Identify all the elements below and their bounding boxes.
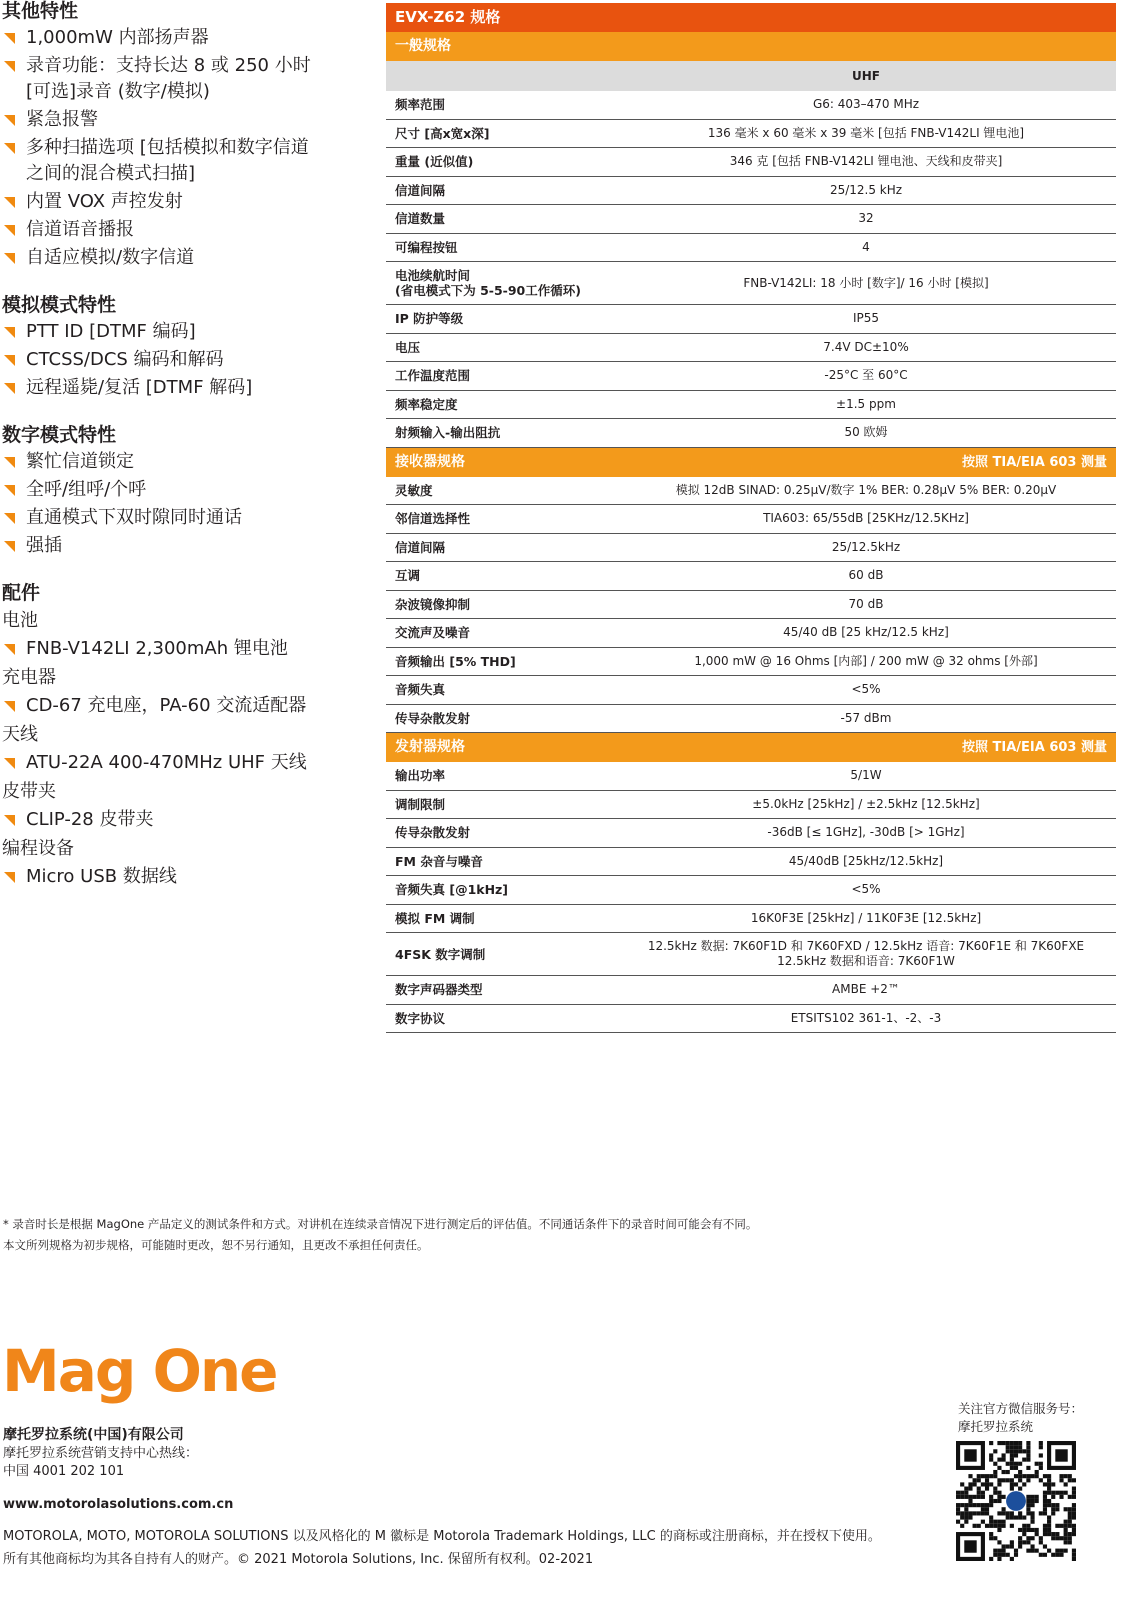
feature-item	[2, 106, 362, 134]
bullet-triangle-icon	[4, 457, 15, 468]
bullet-triangle-icon	[4, 143, 15, 154]
spec-value: 25/12.5 kHz	[829, 182, 903, 197]
spec-row	[386, 876, 1116, 905]
band-title: 接收器规格	[395, 453, 465, 470]
bullet-triangle-icon	[4, 225, 15, 236]
spec-row	[386, 705, 1116, 734]
transmitter-spec-band	[386, 733, 1116, 762]
qr-caption-line: 摩托罗拉系统	[958, 1419, 1034, 1434]
feature-text: 全呼/组呼/个呼	[26, 479, 147, 500]
company-info	[3, 1425, 198, 1481]
spec-value: 12.5kHz 数据: 7K60F1D 和 7K60FXD / 12.5kHz 语音: 7K60F1E 和 7K60FXE 12.5kHz 数据和语音: 7K60F1W	[647, 939, 1085, 968]
bullet-triangle-icon	[4, 815, 15, 826]
bullet-triangle-icon	[4, 61, 15, 72]
bullet-triangle-icon	[4, 541, 15, 552]
bullet-triangle-icon	[4, 644, 15, 655]
spec-value: -57 dBm	[840, 710, 892, 725]
feature-text: 强插	[26, 535, 62, 556]
spec-value: 60 dB	[848, 568, 884, 583]
company-name: 摩托罗拉系统(中国)有限公司	[3, 1427, 184, 1443]
spec-label: 数字协议	[395, 1010, 446, 1026]
spec-row	[386, 619, 1116, 648]
accessory-list	[2, 863, 362, 891]
bullet-triangle-icon	[4, 355, 15, 366]
feature-text: ATU-22A 400-470MHz UHF 天线	[26, 752, 307, 773]
bullet-triangle-icon	[4, 513, 15, 524]
spec-label: FM 杂音与噪音	[395, 853, 483, 869]
spec-value: ETSITS102 361-1、-2、-3	[790, 1010, 942, 1025]
feature-text: 录音功能：支持长达 8 或 250 小时 [可选]录音 (数字/模拟)	[26, 55, 311, 102]
spec-value: 5/1W	[850, 768, 882, 783]
spec-label: 射频输入-输出阻抗	[395, 425, 501, 441]
spec-value: FNB-V142LI: 18 小时 [数字]/ 16 小时 [模拟]	[743, 275, 989, 290]
spec-value: IP55	[852, 311, 880, 326]
spec-value: 346 克 [包括 FNB-V142LI 锂电池、天线和皮带夹]	[729, 154, 1003, 169]
spec-table	[386, 3, 1116, 1033]
spec-label: 灵敏度	[395, 482, 433, 498]
accessory-list	[2, 635, 362, 663]
uhf-column-header: UHF	[386, 61, 1116, 91]
spec-value: G6: 403–470 MHz	[812, 97, 920, 112]
spec-label: 模拟 FM 调制	[395, 910, 475, 926]
spec-label: 调制限制	[395, 796, 446, 812]
feature-item	[2, 635, 362, 663]
spec-label: 频率稳定度	[395, 396, 458, 412]
spec-value: 45/40 dB [25 kHz/12.5 kHz]	[783, 625, 949, 640]
feature-item	[2, 24, 362, 52]
spec-value: 70 dB	[848, 596, 884, 611]
spec-label: 工作温度范围	[395, 368, 471, 384]
digital-features-section	[2, 424, 362, 560]
features-column	[2, 0, 362, 913]
receiver-spec-rows	[386, 477, 1116, 734]
receiver-spec-band	[386, 448, 1116, 477]
spec-row	[386, 234, 1116, 263]
spec-row	[386, 562, 1116, 591]
spec-row	[386, 120, 1116, 149]
hotline-number: 中国 4001 202 101	[3, 1464, 125, 1479]
bullet-triangle-icon	[4, 758, 15, 769]
accessory-list	[2, 806, 362, 834]
spec-label: 电池续航时间 (省电模式下为 5-5-90工作循环)	[395, 268, 581, 298]
feature-text: CTCSS/DCS 编码和解码	[26, 349, 224, 370]
spec-value: AMBE +2™	[832, 982, 900, 997]
magone-logo: Mag One	[2, 1337, 277, 1405]
spec-label: 信道间隔	[395, 539, 446, 555]
spec-label: 信道间隔	[395, 182, 446, 198]
general-spec-rows	[386, 91, 1116, 448]
spec-row	[386, 848, 1116, 877]
spec-row	[386, 177, 1116, 206]
feature-item	[2, 216, 362, 244]
spec-label: 数字声码器类型	[395, 982, 483, 998]
band-note: 按照 TIA/EIA 603 测量	[961, 454, 1107, 470]
feature-text: 直通模式下双时隙同时通话	[26, 507, 242, 528]
spec-row	[386, 91, 1116, 120]
feature-text: 紧急报警	[26, 109, 98, 130]
feature-item	[2, 374, 362, 402]
other-features-section	[2, 0, 362, 272]
spec-row	[386, 419, 1116, 448]
spec-row	[386, 391, 1116, 420]
spec-header: EVX-Z62 规格	[386, 3, 1116, 32]
bullet-triangle-icon	[4, 197, 15, 208]
spec-label: 频率范围	[395, 97, 446, 113]
feature-item	[2, 749, 362, 777]
section-title: 其他特性	[2, 0, 79, 22]
spec-value: <5%	[851, 682, 881, 697]
spec-row	[386, 648, 1116, 677]
accessories-section	[2, 582, 362, 891]
spec-row	[386, 205, 1116, 234]
feature-item	[2, 692, 362, 720]
feature-text: 远程遥毙/复活 [DTMF 解码]	[26, 377, 253, 398]
accessory-list	[2, 692, 362, 720]
feature-item	[2, 244, 362, 272]
spec-row	[386, 676, 1116, 705]
bullet-triangle-icon	[4, 33, 15, 44]
spec-label: 音频输出 [5% THD]	[395, 653, 516, 669]
band-title: 一般规格	[395, 38, 451, 54]
spec-row	[386, 148, 1116, 177]
feature-text: Micro USB 数据线	[26, 866, 177, 887]
wechat-qr-code-icon	[956, 1441, 1076, 1561]
spec-label: 杂波镜像抑制	[395, 596, 471, 612]
spec-label: 传导杂散发射	[395, 710, 471, 726]
section-title: 配件	[2, 582, 41, 604]
feature-text: CD-67 充电座，PA-60 交流适配器	[26, 695, 307, 716]
feature-text: 自适应模拟/数字信道	[26, 247, 195, 268]
feature-list	[2, 24, 362, 272]
spec-label: 互调	[395, 568, 421, 584]
bullet-triangle-icon	[4, 253, 15, 264]
legal-line: MOTOROLA, MOTO, MOTOROLA SOLUTIONS 以及风格化的 M 徽标是 Motorola Trademark Holdings, LLC 的商标或注册商标，并在授权下使用。	[3, 1529, 881, 1544]
feature-item	[2, 134, 362, 188]
feature-item	[2, 448, 362, 476]
section-title: 数字模式特性	[2, 424, 117, 446]
spec-label: 电压	[395, 339, 421, 355]
spec-value: 25/12.5kHz	[831, 539, 901, 554]
spec-label: 音频失真	[395, 682, 446, 698]
feature-item	[2, 863, 362, 891]
feature-text: PTT ID [DTMF 编码]	[26, 321, 196, 342]
footnote: * 录音时长是根据 MagOne 产品定义的测试条件和方式。对讲机在连续录音情况下进行测定后的评估值。不同通话条件下的录音时间可能会有不同。	[3, 1217, 758, 1231]
spec-row	[386, 976, 1116, 1005]
website-link[interactable]: www.motorolasolutions.com.cn	[3, 1497, 234, 1512]
section-title: 模拟模式特性	[2, 294, 117, 316]
footnote: 本文所列规格为初步规格，可能随时更改，恕不另行通知，且更改不承担任何责任。	[3, 1238, 429, 1252]
spec-value: TIA603: 65/55dB [25KHz/12.5KHz]	[763, 511, 969, 526]
feature-item	[2, 532, 362, 560]
band-title: 发射器规格	[395, 739, 465, 755]
spec-label: 重量 (近似值)	[395, 154, 474, 170]
feature-text: FNB-V142LI 2,300mAh 锂电池	[26, 638, 288, 659]
feature-text: 繁忙信道锁定	[26, 451, 134, 472]
feature-text: 内置 VOX 声控发射	[26, 191, 183, 212]
feature-list	[2, 448, 362, 560]
spec-row	[386, 791, 1116, 820]
qr-caption	[958, 1400, 1083, 1436]
analog-features-section	[2, 294, 362, 402]
feature-item	[2, 476, 362, 504]
spec-label: 尺寸 [高x宽x深]	[395, 125, 490, 141]
spec-row	[386, 477, 1116, 506]
spec-label: 邻信道选择性	[395, 511, 471, 527]
spec-value: 32	[858, 211, 874, 226]
feature-item	[2, 188, 362, 216]
spec-value: 136 毫米 x 60 毫米 x 39 毫米 [包括 FNB-V142LI 锂电池]	[707, 125, 1025, 140]
spec-label: 信道数量	[395, 211, 446, 227]
accessory-group-title: 编程设备	[2, 838, 74, 859]
spec-value: <5%	[851, 882, 881, 897]
legal-notice	[3, 1525, 933, 1571]
spec-label: 交流声及噪音	[395, 625, 471, 641]
bullet-triangle-icon	[4, 115, 15, 126]
accessory-group-title: 电池	[2, 610, 38, 631]
feature-text: 多种扫描选项 [包括模拟和数字信道 之间的混合模式扫描]	[26, 137, 309, 184]
accessory-group-title: 充电器	[2, 667, 56, 688]
spec-value: 1,000 mW @ 16 Ohms [内部] / 200 mW @ 32 ohms [外部]	[694, 653, 1038, 668]
bullet-triangle-icon	[4, 701, 15, 712]
bullet-triangle-icon	[4, 327, 15, 338]
feature-item	[2, 806, 362, 834]
spec-row	[386, 933, 1116, 976]
spec-row	[386, 762, 1116, 791]
footnotes	[3, 1214, 757, 1256]
spec-label: 音频失真 [@1kHz]	[395, 882, 509, 898]
spec-row	[386, 905, 1116, 934]
spec-row	[386, 505, 1116, 534]
feature-text: CLIP-28 皮带夹	[26, 809, 154, 830]
spec-row	[386, 362, 1116, 391]
spec-value: 50 欧姆	[844, 425, 888, 440]
accessory-group-title: 皮带夹	[2, 781, 56, 802]
legal-line: 所有其他商标均为其各自持有人的财产。© 2021 Motorola Solutions, Inc. 保留所有权利。02-2021	[3, 1552, 594, 1567]
feature-text: 1,000mW 内部扬声器	[26, 27, 209, 48]
spec-row	[386, 819, 1116, 848]
spec-value: -25°C 至 60°C	[824, 368, 908, 383]
feature-item	[2, 346, 362, 374]
accessory-list	[2, 749, 362, 777]
band-note: 按照 TIA/EIA 603 测量	[961, 740, 1107, 755]
general-spec-band	[386, 32, 1116, 61]
spec-row	[386, 305, 1116, 334]
transmitter-spec-rows	[386, 762, 1116, 1033]
spec-value: ±5.0kHz [25kHz] / ±2.5kHz [12.5kHz]	[752, 796, 980, 811]
spec-row	[386, 591, 1116, 620]
spec-row	[386, 1005, 1116, 1034]
spec-row	[386, 262, 1116, 305]
spec-label: 输出功率	[395, 768, 446, 784]
spec-row	[386, 334, 1116, 363]
feature-item	[2, 52, 362, 106]
bullet-triangle-icon	[4, 485, 15, 496]
bullet-triangle-icon	[4, 383, 15, 394]
spec-value: 模拟 12dB SINAD: 0.25µV/数字 1% BER: 0.28µV 5% BER: 0.20µV	[675, 482, 1057, 497]
spec-value: 16K0F3E [25kHz] / 11K0F3E [12.5kHz]	[750, 910, 982, 925]
feature-text: 信道语音播报	[26, 219, 134, 240]
spec-value: -36dB [≤ 1GHz], -30dB [> 1GHz]	[767, 825, 965, 840]
spec-value: 4	[862, 239, 870, 254]
spec-label: 传导杂散发射	[395, 825, 471, 841]
spec-value: ±1.5 ppm	[836, 396, 896, 411]
qr-caption-line: 关注官方微信服务号：	[958, 1401, 1084, 1416]
spec-value: 45/40dB [25kHz/12.5kHz]	[788, 853, 944, 868]
spec-label: 4FSK 数字调制	[395, 946, 486, 962]
feature-item	[2, 318, 362, 346]
spec-row	[386, 534, 1116, 563]
feature-list	[2, 318, 362, 402]
hotline-label: 摩托罗拉系统营销支持中心热线：	[3, 1446, 199, 1461]
spec-label: IP 防护等级	[395, 311, 464, 327]
accessory-groups	[2, 606, 362, 891]
spec-value: 7.4V DC±10%	[823, 339, 909, 354]
accessory-group-title: 天线	[2, 724, 38, 745]
feature-item	[2, 504, 362, 532]
spec-label: 可编程按钮	[395, 239, 458, 255]
bullet-triangle-icon	[4, 872, 15, 883]
